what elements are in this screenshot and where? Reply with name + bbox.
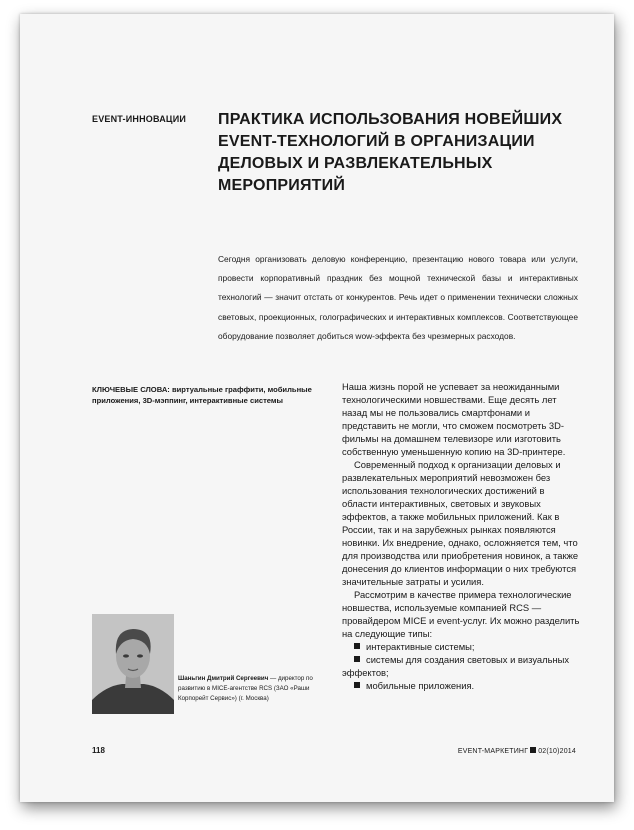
body-paragraph-3: Рассмотрим в качестве примера технологические новшества, используемые компанией RCS — провайдером MICE и event-услуг. Их можно разделить на следующие типы: — [342, 589, 580, 639]
author-name: Шаньгин Дмитрий Сергеевич — [178, 675, 269, 682]
magazine-page — [20, 14, 614, 802]
author-caption — [178, 674, 338, 704]
article-title: ПРАКТИКА ИСПОЛЬЗОВАНИЯ НОВЕЙШИХ EVENT-ТЕХНОЛОГИЙ В ОРГАНИЗАЦИИ ДЕЛОВЫХ И РАЗВЛЕКАТЕЛЬНЫХ МЕРОПРИЯТИЙ — [218, 111, 563, 194]
magazine-name: EVENT-МАРКЕТИНГ — [457, 748, 529, 755]
square-bullet-icon — [354, 643, 360, 649]
footer-issue — [458, 747, 576, 755]
keywords-text: виртуальные граффити, мобильные приложения, 3D-мэппинг, интерактивные системы — [92, 385, 312, 405]
list-item: интерактивные системы; — [342, 640, 582, 653]
square-bullet-icon — [354, 656, 360, 662]
square-bullet-icon — [354, 682, 360, 688]
body-paragraph-2: Современный подход к организации деловых и развлекательных мероприятий невозможен без использования технологических достижений в области интерактивных, световых и звуковых эффектов, а также мобильных приложений. Как в России, так и на зарубежных рынках появляются новинки. Их внедрение, однако, осложняется тем, что для производства или приобретения новинок, а также донесения до клиентов информации о них требуются значительные затраты и усилия. — [342, 459, 579, 587]
section-label: EVENT-ИННОВАЦИИ — [92, 114, 187, 124]
body-paragraph-1: Наша жизнь порой не успевает за неожиданными технологическими новшествами. Еще десять лет назад мы не пользовались смартфонами и представить не могли, что сможем посмотреть 3D-фильмы на домашнем телевизоре или изготовить собственную уменьшенную копию на 3D-принтере. — [342, 381, 566, 457]
issue-number: 02(10)2014 — [538, 748, 576, 755]
article-lead: Сегодня организовать деловую конференцию, презентацию нового товара или услуги, провести корпоративный праздник без мощной технической базы и интерактивных технологий — значит отстать от конкурентов. Речь идет о применении технически сложных световых, проекционных, голографических и интерактивных комплексов. Соответствующее оборудование позволяет добиться wow-эффекта без чрезмерных расходов. — [218, 254, 578, 341]
article-body — [342, 380, 582, 692]
author-description: — директор по развитию в MICE-агентстве RCS (ЗАО «Раши Корпорейт Сервис») (г. Москва) — [178, 675, 313, 702]
keywords — [92, 384, 312, 406]
author-portrait-icon — [92, 614, 174, 714]
list-item: мобильные приложения. — [342, 679, 582, 692]
page-number: 118 — [92, 746, 105, 755]
author-photo — [92, 614, 174, 714]
square-separator-icon — [530, 747, 536, 753]
list-item: системы для создания световых и визуальных эффектов; — [342, 654, 570, 678]
tech-type-list — [342, 640, 582, 692]
keywords-label: КЛЮЧЕВЫЕ СЛОВА: — [92, 385, 170, 394]
